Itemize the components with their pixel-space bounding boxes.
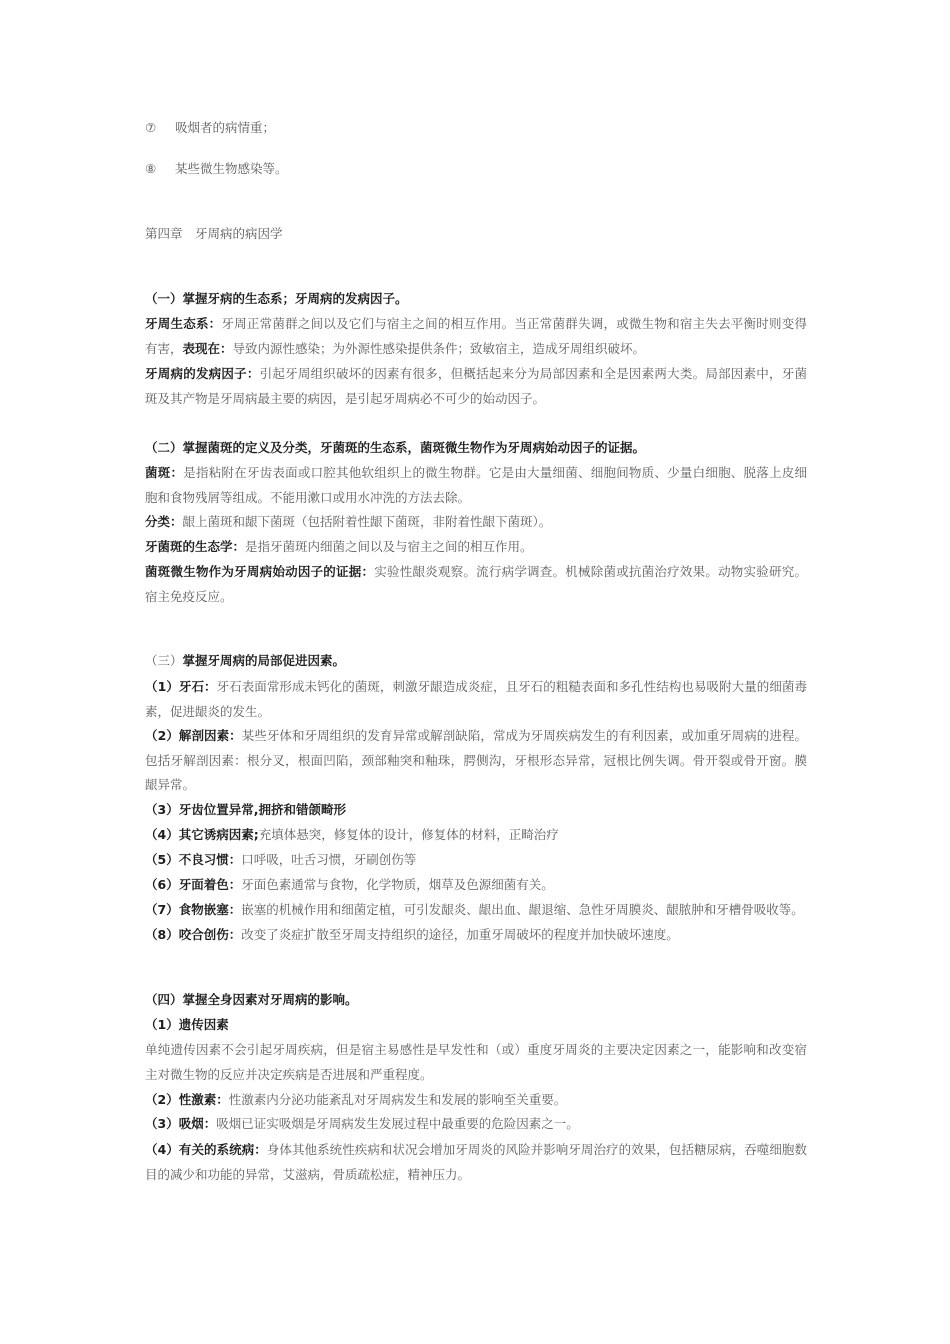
term-label: （7）食物嵌塞： bbox=[145, 902, 242, 917]
term-label: （8）咬合创伤： bbox=[145, 927, 242, 942]
section-3-item bbox=[145, 798, 807, 823]
term-label: （2）性激素： bbox=[145, 1092, 229, 1107]
term-text: 是指粘附在牙齿表面或口腔其他软组织上的微生物群。它是由大量细菌、细胞间物质、少量白细胞、脱落上皮细胞和食物残屑等组成。不能用漱口或用水冲洗的方法去除。 bbox=[145, 465, 807, 505]
term-text: 嵌塞的机械作用和细菌定植，可引发龈炎、龈出血、龈退缩、急性牙周膜炎、龈脓肿和牙槽骨吸收等。 bbox=[241, 902, 804, 917]
list-item-7 bbox=[145, 116, 807, 141]
term-text: 龈上菌斑和龈下菌斑（包括附着性龈下菌斑，非附着性龈下菌斑）。 bbox=[182, 514, 552, 529]
term-text: 牙石表面常形成未钙化的菌斑，刺激牙龈造成炎症，且牙石的粗糙表面和多孔性结构也易吸附大量的细菌毒素，促进龈炎的发生。 bbox=[145, 679, 807, 719]
term-label: 分类： bbox=[145, 514, 183, 529]
section-2-item bbox=[145, 560, 807, 609]
section-3-item bbox=[145, 848, 807, 873]
list-marker: ⑦ bbox=[145, 120, 157, 135]
term-text: 身体其他系统性疾病和状况会增加牙周炎的风险并影响牙周治疗的效果，包括糖尿病，吞噬细胞数目的减少和功能的异常，艾滋病，骨质疏松症，精神压力。 bbox=[145, 1142, 807, 1182]
section-4-heading: （四）掌握全身因素对牙周病的影响。 bbox=[145, 992, 358, 1007]
term-text: 充填体悬突，修复体的设计，修复体的材料，正畸治疗 bbox=[258, 827, 559, 842]
heading-prefix: （三） bbox=[145, 653, 183, 668]
term-label: （6）牙面着色： bbox=[145, 877, 242, 892]
term-label: 表现在： bbox=[182, 340, 233, 356]
list-text: 吸烟者的病情重； bbox=[175, 120, 276, 135]
term-text: 引起牙周组织破坏的因素有很多，但概括起来分为局部因素和全是因素两大类。局部因素中，牙菌斑及其产物是牙周病最主要的病因，是引起牙周病必不可少的始动因子。 bbox=[145, 366, 807, 406]
term-text: 导致内源性感染；为外源性感染提供条件；致敏宿主，造成牙周组织破坏。 bbox=[232, 340, 646, 356]
section-4-item bbox=[145, 1138, 807, 1187]
term-label: （1）牙石： bbox=[145, 679, 217, 694]
section-4-item bbox=[145, 1088, 807, 1113]
section-3-item bbox=[145, 923, 807, 948]
term-text: 是指牙菌斑内细菌之间以及与宿主之间的相互作用。 bbox=[245, 539, 533, 554]
list-marker: ⑧ bbox=[145, 161, 157, 176]
section-4-subheading-genetics: （1）遗传因素 bbox=[145, 1017, 229, 1032]
section-3-item bbox=[145, 724, 807, 798]
term-text: 口呼吸，吐舌习惯，牙刷创伤等 bbox=[241, 852, 417, 867]
term-text: 牙周正常菌群之间以及它们与宿主之间的相互作用。当正常菌群失调，或微生物和宿主失去平衡时则变得有害， bbox=[145, 316, 807, 356]
term-label: （2）解剖因素： bbox=[145, 728, 242, 743]
term-label: （3）牙齿位置异常,拥挤和错颌畸形 bbox=[145, 802, 346, 817]
section-4-item bbox=[145, 1112, 807, 1137]
chapter-title: 第四章 牙周病的病因学 bbox=[145, 226, 283, 241]
term-text: 某些牙体和牙周组织的发育异常或解剖缺陷，常成为牙周疾病发生的有利因素，或加重牙周病的进程。包括牙解剖因素：根分叉，根面凹陷，颈部釉突和釉珠，腭侧沟，牙根形态异常，冠根比例失调。骨开裂或骨开窗。膜龈异常。 bbox=[145, 728, 807, 793]
section-2-item bbox=[145, 510, 807, 535]
term-label: （3）吸烟： bbox=[145, 1116, 217, 1131]
section-3-item bbox=[145, 823, 807, 848]
list-item-8 bbox=[145, 157, 807, 182]
term-text: 牙面色素通常与食物，化学物质，烟草及色源细菌有关。 bbox=[241, 877, 554, 892]
section-1-paragraph-ecosystem bbox=[145, 312, 807, 361]
term-text: 实验性龈炎观察。流行病学调查。机械除菌或抗菌治疗效果。动物实验研究。宿主免疫反应。 bbox=[145, 564, 807, 604]
section-2-item bbox=[145, 535, 807, 560]
section-3-item bbox=[145, 898, 807, 923]
term-text: 性激素内分泌功能紊乱对牙周病发生和发展的影响至关重要。 bbox=[228, 1092, 567, 1107]
term-label: （4）其它诱病因素; bbox=[145, 827, 259, 842]
term-text: 改变了炎症扩散至牙周支持组织的途径，加重牙周破坏的程度并加快破坏速度。 bbox=[241, 927, 679, 942]
section-2-item bbox=[145, 461, 807, 510]
heading-text: 掌握牙周病的局部促进因素。 bbox=[182, 653, 346, 668]
section-1-heading: （一）掌握牙病的生态系；牙周病的发病因子。 bbox=[145, 291, 408, 306]
term-label: 牙菌斑的生态学： bbox=[145, 539, 246, 554]
term-text: 吸烟已证实吸烟是牙周病发生发展过程中最重要的危险因素之一。 bbox=[216, 1116, 579, 1131]
section-4-genetics-text: 单纯遗传因素不会引起牙周疾病，但是宿主易感性是早发性和（或）重度牙周炎的主要决定因素之一，能影响和改变宿主对微生物的反应并决定疾病是否进展和严重程度。 bbox=[145, 1042, 807, 1082]
section-3-heading bbox=[145, 649, 807, 674]
term-label: （5）不良习惯： bbox=[145, 852, 242, 867]
section-1-paragraph-factors bbox=[145, 362, 807, 411]
term-label: 牙周病的发病因子： bbox=[145, 366, 260, 381]
section-3-item bbox=[145, 675, 807, 724]
term-label: 牙周生态系： bbox=[145, 316, 222, 331]
term-label: （4）有关的系统病： bbox=[145, 1142, 267, 1157]
term-label: 菌斑微生物作为牙周病始动因子的证据： bbox=[145, 564, 375, 579]
term-label: 菌斑： bbox=[145, 465, 184, 480]
section-2-heading: （二）掌握菌斑的定义及分类，牙菌斑的生态系，菌斑微生物作为牙周病始动因子的证据。 bbox=[145, 440, 646, 455]
section-3-item bbox=[145, 873, 807, 898]
list-text: 某些微生物感染等。 bbox=[175, 161, 288, 176]
